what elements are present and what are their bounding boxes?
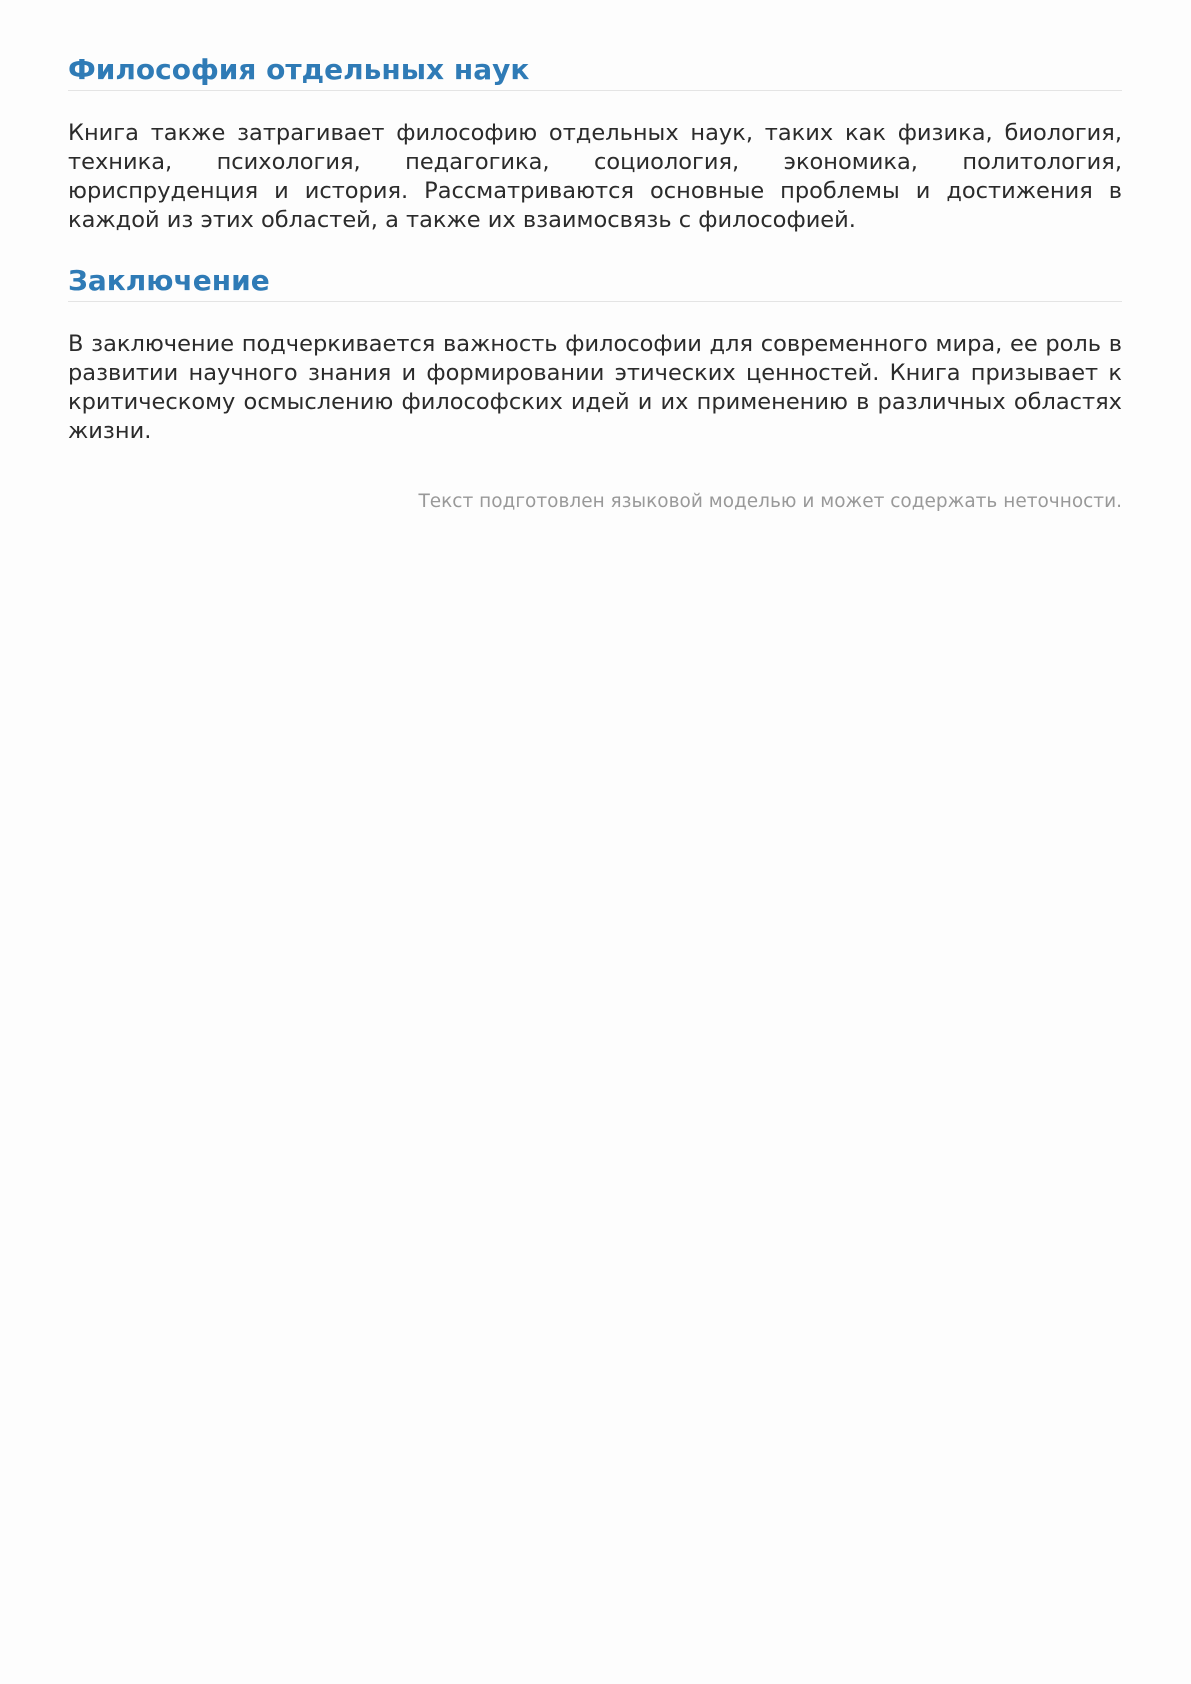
section-philosophy-of-sciences — [68, 52, 1122, 235]
section-heading: Философия отдельных наук — [68, 52, 1122, 91]
section-conclusion — [68, 263, 1122, 446]
section-paragraph: Книга также затрагивает философию отдельных наук, таких как физика, биология, техника, психология, педагогика, социология, экономика, политология, юриспруденция и история. Рассматриваются основные проблемы и достижения в каждой из этих областей, а также их взаимосвязь с философией. — [68, 120, 1122, 233]
ai-disclaimer-note: Текст подготовлен языковой моделью и может содержать неточности. — [418, 491, 1122, 512]
section-paragraph: В заключение подчеркивается важность философии для современного мира, ее роль в развитии научного знания и формировании этических ценностей. Книга призывает к критическому осмыслению философских идей и их применению в различных областях жизни. — [68, 331, 1122, 444]
section-heading: Заключение — [68, 263, 1122, 302]
document-page — [68, 52, 1122, 514]
